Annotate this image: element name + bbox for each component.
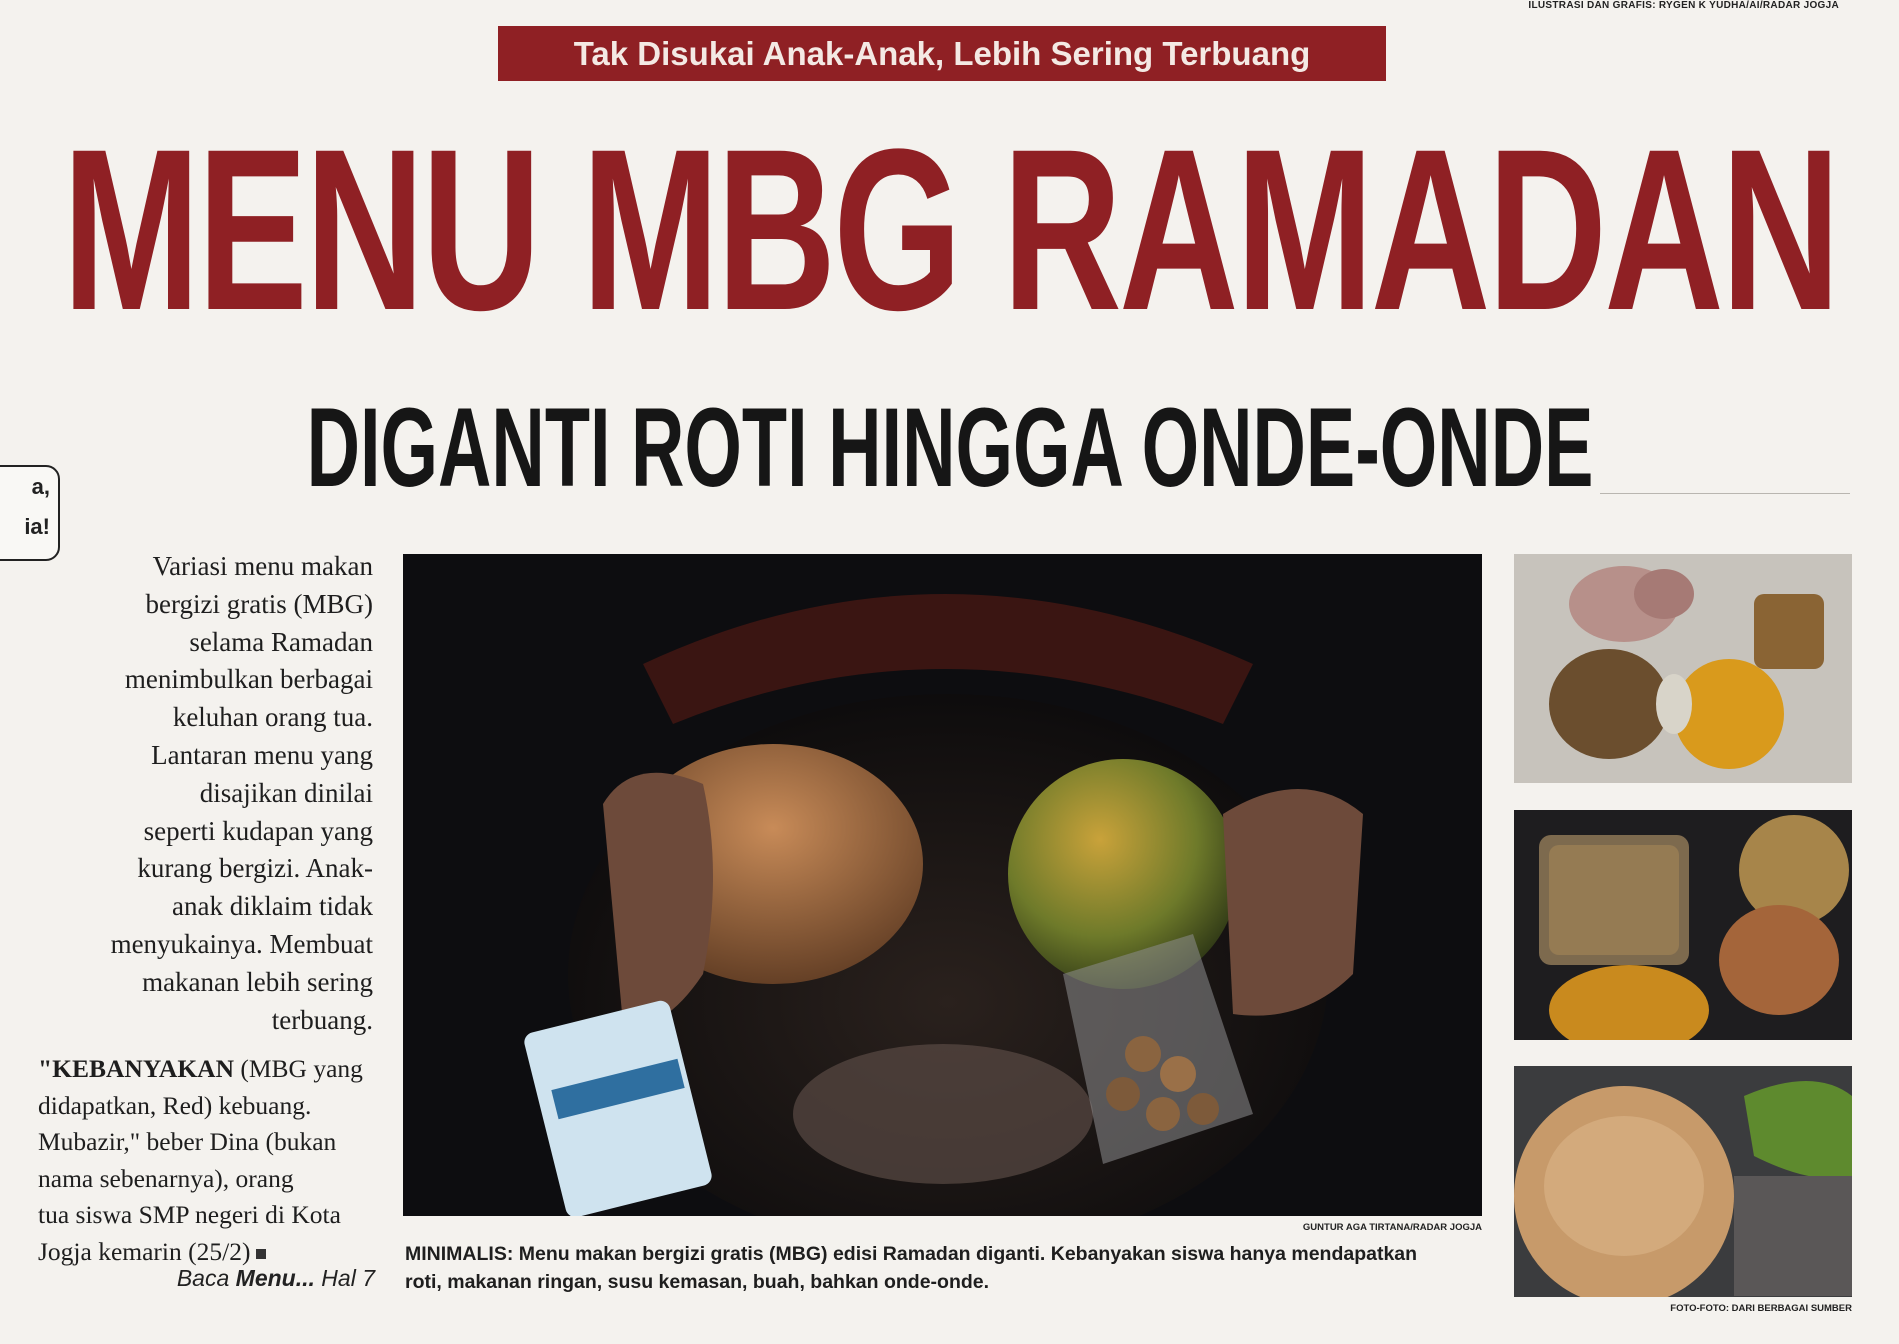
side-teaser-line: ia! <box>24 514 50 539</box>
lead-paragraph <box>55 548 373 1039</box>
lead-line: menyukainya. Membuat <box>110 928 373 959</box>
quote-line: Mubazir," beber Dina (bukan <box>38 1127 337 1157</box>
quote-line: tua siswa SMP negeri di Kota <box>38 1200 341 1230</box>
lead-line: anak diklaim tidak <box>172 891 373 922</box>
lead-line: bergizi gratis (MBG) <box>145 588 373 619</box>
quote-first-line-rest: (MBG yang <box>234 1054 363 1083</box>
caption-line: roti, makanan ringan, susu kemasan, buah, bahkan onde-onde. <box>405 1271 990 1293</box>
quote-lead-word: "KEBANYAKAN <box>38 1054 234 1083</box>
continuation-page: Hal 7 <box>314 1265 375 1291</box>
continuation-prefix: Baca <box>176 1265 236 1291</box>
thumbnail-1-illustration <box>1514 554 1852 783</box>
thumbnails-credit: FOTO-FOTO: DARI BERBAGAI SUMBER <box>1670 1303 1852 1314</box>
thumbnail-2-illustration <box>1514 810 1852 1040</box>
quote-first-line <box>38 1051 373 1088</box>
lead-line: seperti kudapan yang <box>143 815 373 846</box>
quote-paragraph <box>38 1051 373 1271</box>
main-photo <box>403 554 1482 1216</box>
lead-line: Variasi menu makan <box>152 551 373 581</box>
quote-line: didapatkan, Red) kebuang. <box>38 1090 312 1120</box>
continuation-target: Menu... <box>235 1265 315 1291</box>
lead-line: keluhan orang tua. <box>172 702 373 733</box>
thumbnail-3-illustration <box>1514 1066 1852 1297</box>
illustration-credit: ILUSTRASI DAN GRAFIS: RYGEN K YUDHA/AI/RADAR JOGJA <box>1528 0 1839 11</box>
side-teaser-line: a, <box>31 474 50 499</box>
thumbnail-photo-1 <box>1514 554 1852 783</box>
lead-line: Lantaran menu yang <box>151 739 373 770</box>
thumbnail-photo-3 <box>1514 1066 1852 1297</box>
lead-line: kurang bergizi. Anak- <box>137 853 373 884</box>
quote-line: nama sebenarnya), orang <box>38 1163 294 1193</box>
subheadline: DIGANTI ROTI HINGGA ONDE-ONDE <box>306 384 1594 510</box>
thumbnail-photo-2 <box>1514 810 1852 1040</box>
continuation-link[interactable] <box>177 1265 375 1292</box>
side-teaser-bubble <box>0 465 60 561</box>
lead-line: terbuang. <box>271 1004 373 1035</box>
end-mark-icon <box>256 1249 266 1259</box>
photo-caption <box>405 1240 1485 1296</box>
lead-line: disajikan dinilai <box>199 777 373 808</box>
headline: MENU MBG RAMADAN <box>62 100 1838 358</box>
main-photo-illustration <box>403 554 1482 1216</box>
lead-line: makanan lebih sering <box>142 966 373 997</box>
caption-line: MINIMALIS: Menu makan bergizi gratis (MBG) edisi Ramadan diganti. Kebanyakan siswa hanya mendapatkan <box>405 1243 1418 1265</box>
divider-rule <box>1600 493 1850 494</box>
main-photo-credit: GUNTUR AGA TIRTANA/RADAR JOGJA <box>1302 1222 1482 1233</box>
quote-line: Jogja kemarin (25/2) <box>38 1236 251 1266</box>
lead-line: selama Ramadan <box>189 626 373 657</box>
kicker-banner: Tak Disukai Anak-Anak, Lebih Sering Terbuang <box>498 26 1386 81</box>
lead-line: menimbulkan berbagai <box>124 664 373 695</box>
